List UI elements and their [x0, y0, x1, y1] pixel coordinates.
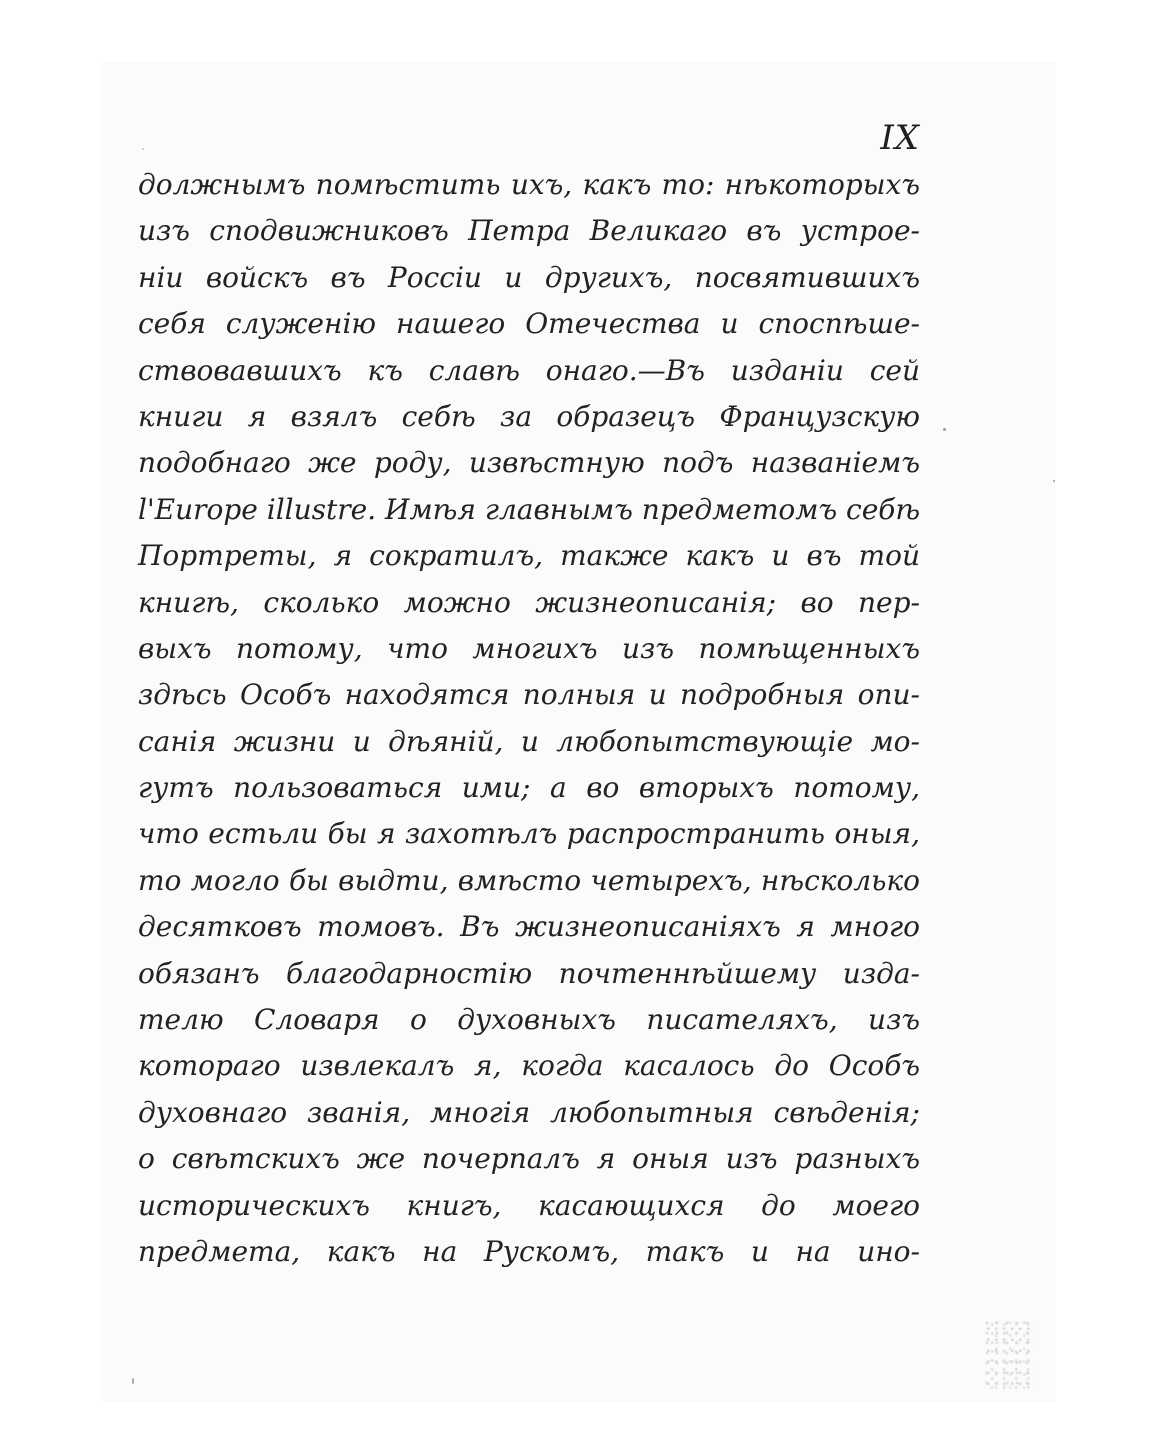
text-line: телю Словаря о духовныхъ писателяхъ, изъ — [138, 1003, 920, 1037]
ink-speck — [142, 148, 144, 150]
text-line: то могло бы выдти, вмѣсто четырехъ, нѣсколько — [138, 863, 920, 897]
text-line: духовнаго званія, многія любопытныя свѣденія; — [138, 1095, 920, 1129]
ink-speck — [1053, 480, 1055, 482]
text-line: должнымъ помѣстить ихъ, какъ то: нѣкоторыхъ — [138, 168, 920, 201]
text-line: здѣсь Особъ находятся полныя и подробныя опи- — [138, 678, 920, 712]
text-line: ствовавшихъ къ славѣ онаго.—Въ изданіи сей — [138, 353, 920, 387]
text-line: Портреты, я сократилъ, также какъ и въ той — [138, 539, 920, 573]
text-line: историческихъ книгъ, касающихся до моего — [138, 1188, 920, 1222]
text-line: книги я взялъ себѣ за образецъ Французскую — [138, 399, 920, 433]
text-line: предмета, какъ на Рускомъ, такъ и на ино- — [138, 1234, 920, 1268]
text-line: подобнаго же роду, извѣстную подъ названіемъ — [138, 446, 920, 480]
text-line: что естьли бы я захотѣлъ распространить оныя, — [138, 817, 920, 851]
body-text — [138, 162, 920, 1275]
text-line: изъ сподвижниковъ Петра Великаго въ устрое- — [138, 214, 920, 248]
text-line: обязанъ благодарностію почтеннѣйшему изда- — [138, 956, 920, 990]
text-line: ніи войскъ въ Россіи и другихъ, посвятившихъ — [138, 260, 920, 294]
text-line: десятковъ томовъ. Въ жизнеописаніяхъ я много — [138, 910, 920, 944]
text-line: о свѣтскихъ же почерпалъ я оныя изъ разныхъ — [138, 1142, 920, 1176]
page-number: IX — [880, 118, 920, 158]
text-line: санія жизни и дѣяній, и любопытствующіе мо- — [138, 724, 920, 758]
text-line: гутъ пользоваться ими; а во вторыхъ потому, — [138, 771, 920, 805]
text-line: котораго извлекалъ я, когда касалось до Особъ — [138, 1049, 920, 1083]
text-line: l'Europe illustre. Имѣя главнымъ предметомъ себѣ — [138, 492, 921, 526]
ink-speck — [943, 428, 946, 431]
text-line: себя служенію нашего Отечества и споспѣше- — [138, 307, 920, 341]
paper-speckle — [985, 1320, 1035, 1390]
ink-speck — [132, 1378, 134, 1384]
text-line: выхъ потому, что многихъ изъ помѣщенныхъ — [138, 631, 920, 665]
text-line: книгѣ, сколько можно жизнеописанія; во пер- — [138, 585, 920, 619]
